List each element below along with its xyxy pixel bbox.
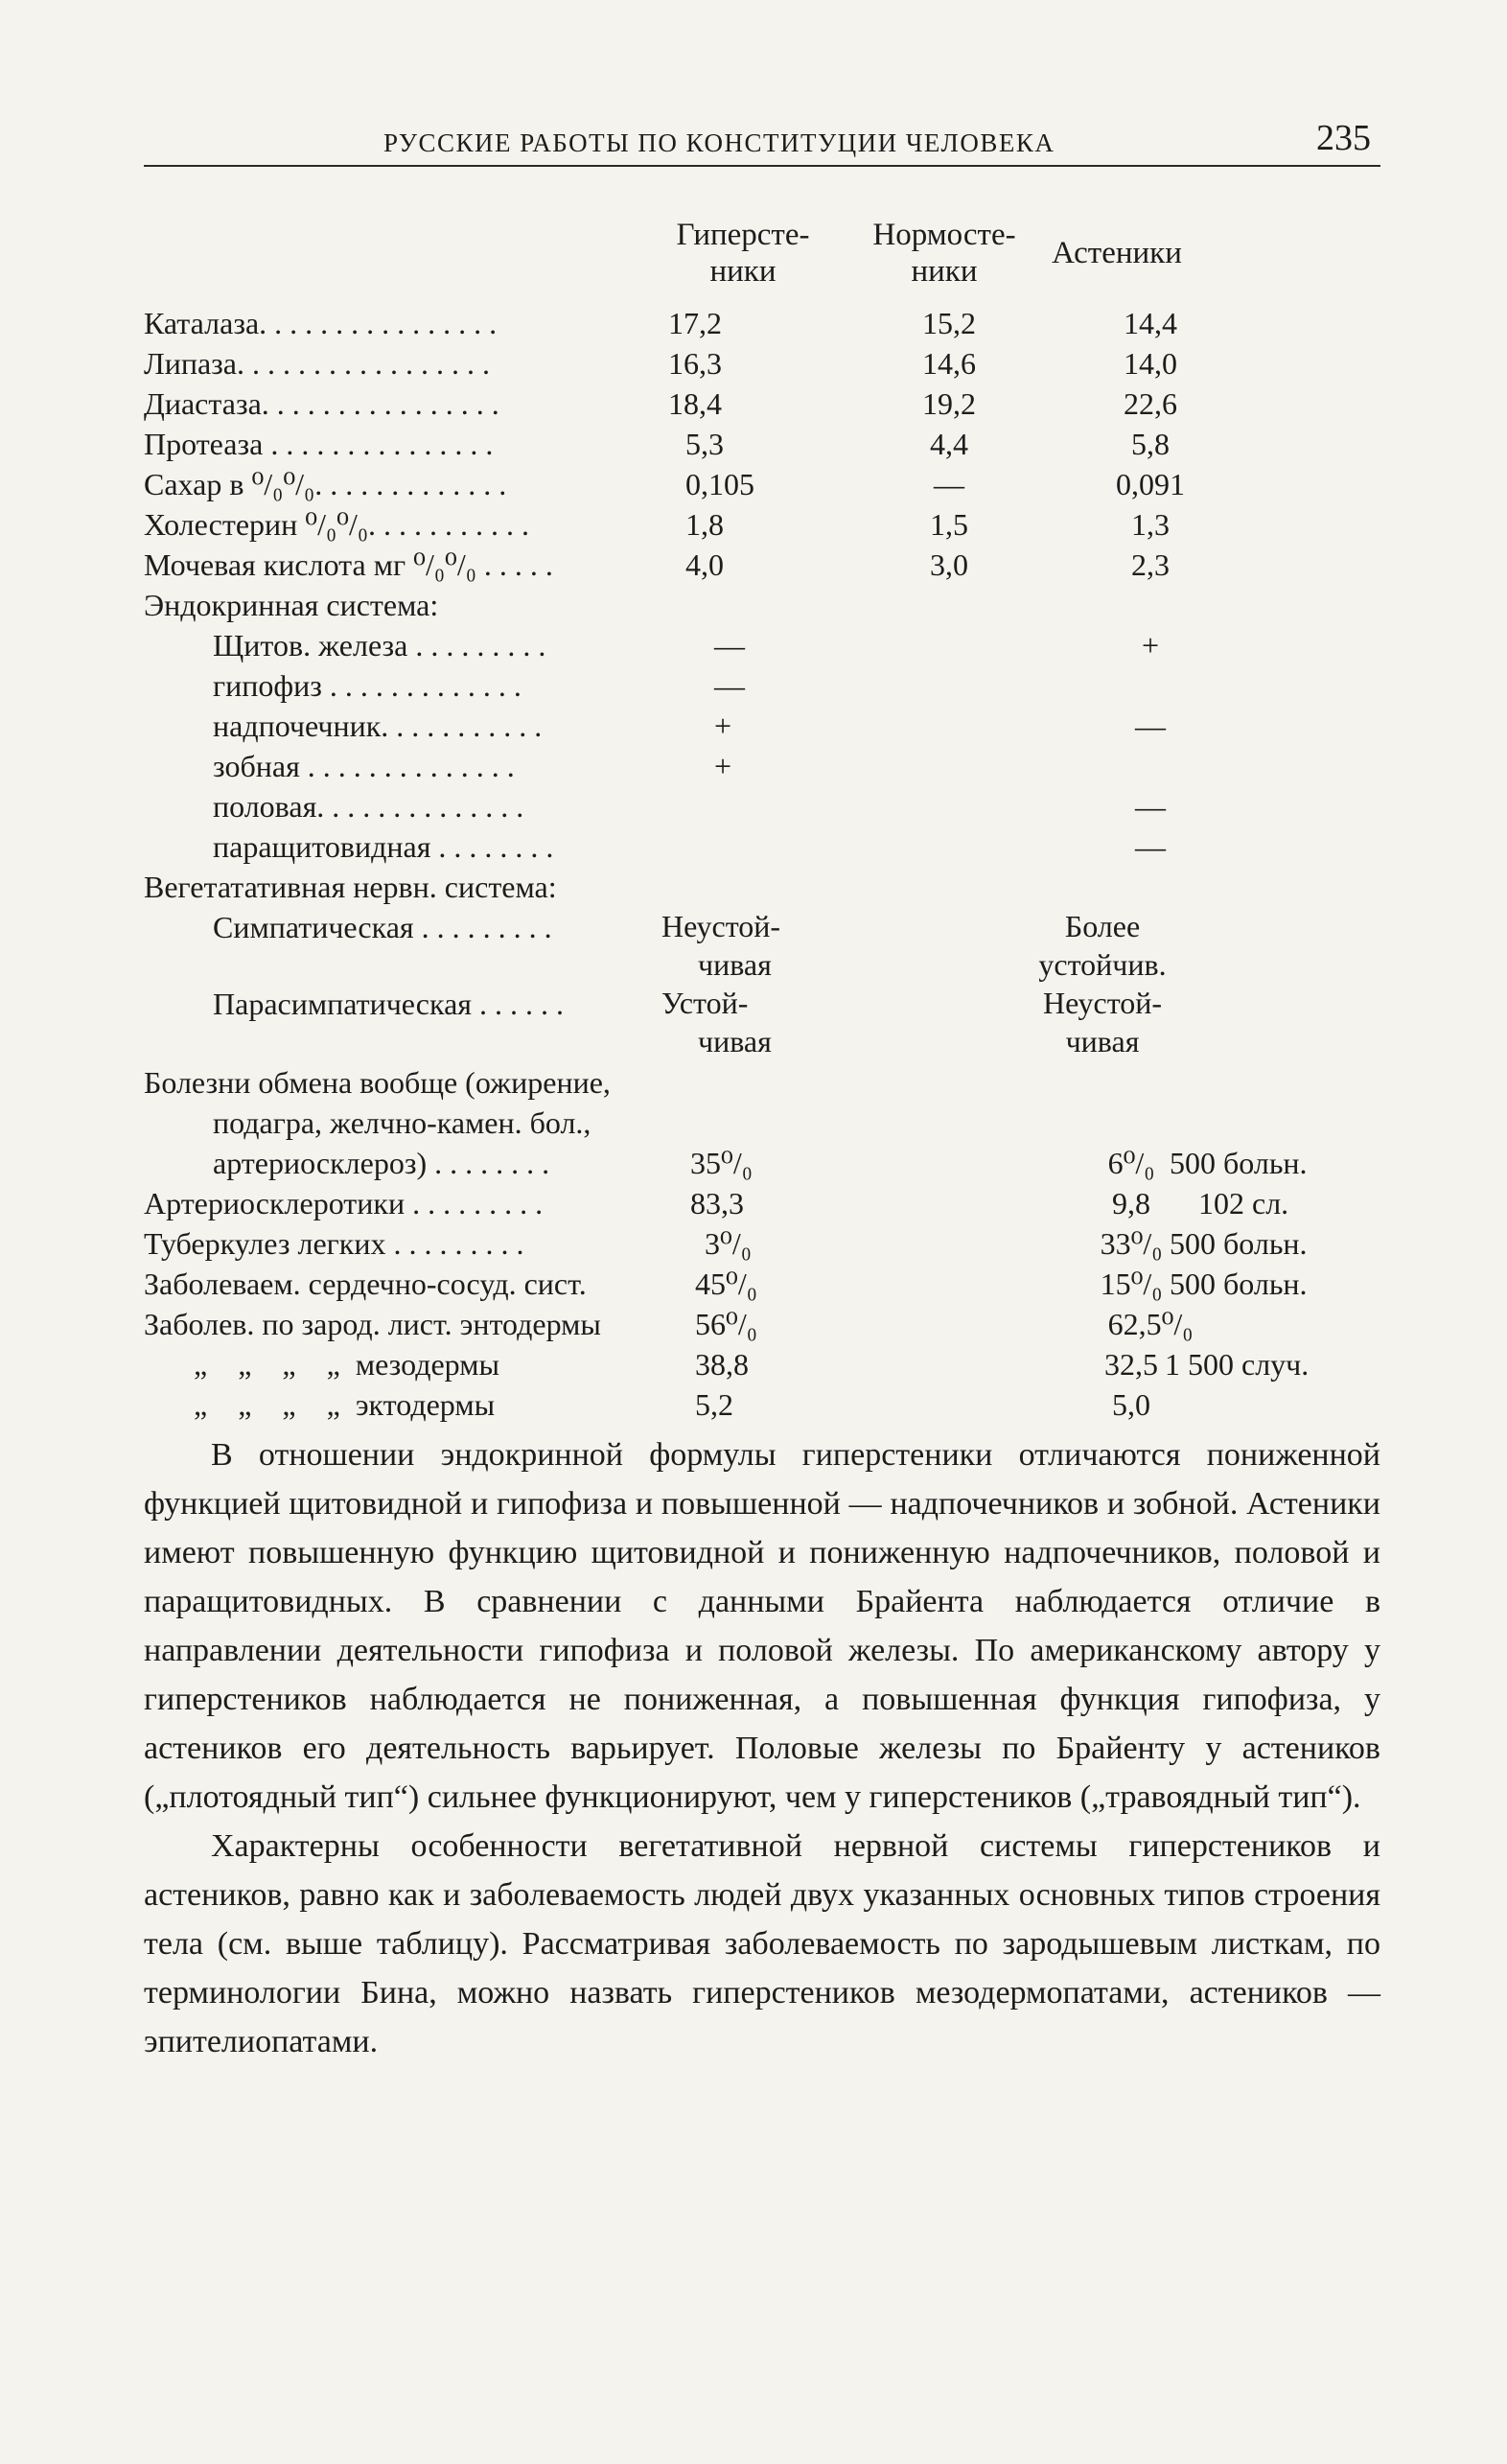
row-note: 1 500 случ.: [1165, 1347, 1310, 1382]
value-line: чивая: [698, 1024, 772, 1058]
table-row: [144, 786, 1361, 826]
column-header-text: Астеники: [1052, 236, 1182, 270]
value-hypersthenics: 38,8: [695, 1347, 749, 1382]
value-asthenics: —: [1135, 829, 1166, 864]
value-hypersthenics: 56⁰/₀: [695, 1307, 757, 1341]
table-row: [144, 1304, 1361, 1344]
row-label: Мочевая кислота мг ⁰/₀⁰/₀ . . . . .: [144, 547, 553, 582]
row-label: Артериосклеротики . . . . . . . . .: [144, 1186, 544, 1220]
row-label: Заболев. по зарод. лист. энтодермы: [144, 1307, 601, 1341]
table-row: [144, 343, 1361, 384]
section-heading-endocrine: [144, 585, 1361, 625]
row-note: 500 больн.: [1170, 1226, 1308, 1261]
value-asthenics: 1,3: [1131, 507, 1170, 542]
value-line: Устой-: [661, 986, 749, 1020]
row-label: „ „ „ „ мезодермы: [194, 1347, 499, 1382]
column-header-normosthenics: [853, 217, 1035, 290]
row-label: Симпатическая . . . . . . . . .: [213, 910, 552, 944]
value-hypersthenics: 1,8: [685, 507, 724, 542]
value-line: Неустой-: [1042, 986, 1163, 1020]
row-label: Холестерин ⁰/₀⁰/₀. . . . . . . . . . .: [144, 507, 530, 542]
table-row: [144, 746, 1361, 786]
section-title: Эндокринная система:: [144, 588, 439, 622]
table-row: [144, 1143, 1361, 1183]
value-hypersthenics: 18,4: [668, 386, 722, 421]
table-row: [144, 1384, 1361, 1425]
value-hypersthenics: 45⁰/₀: [695, 1267, 757, 1301]
row-label: надпочечник. . . . . . . . . . .: [213, 709, 543, 743]
row-label: Протеаза . . . . . . . . . . . . . . .: [144, 427, 494, 461]
value-normosthenics: —: [934, 467, 964, 501]
table-row: [144, 504, 1361, 545]
row-label: подагра, желчно-камен. бол.,: [213, 1105, 591, 1140]
value-asthenics: —: [1135, 709, 1166, 743]
parasympathetic-asthenics-value: [1016, 984, 1189, 1060]
value-normosthenics: 1,5: [930, 507, 968, 542]
row-label: Щитов. железа . . . . . . . . .: [213, 628, 546, 662]
row-label: Каталаза. . . . . . . . . . . . . . . .: [144, 306, 498, 340]
page-number: 235: [1316, 118, 1371, 158]
value-asthenics: 15⁰/₀: [1100, 1267, 1163, 1301]
running-title: РУССКИЕ РАБОТЫ ПО КОНСТИТУЦИИ ЧЕЛОВЕКА: [383, 128, 1055, 157]
table-row: [144, 1183, 1361, 1223]
column-header-asthenics: [1035, 235, 1198, 271]
row-label: Заболеваем. сердечно-сосуд. сист.: [144, 1267, 587, 1301]
row-note: 500 больн.: [1170, 1267, 1308, 1301]
value-asthenics: 62,5⁰/₀: [1107, 1307, 1194, 1341]
value-line: устойчив.: [1038, 947, 1167, 982]
value-asthenics: 0,091: [1116, 467, 1185, 501]
parasympathetic-hypersthenics-value: [661, 984, 824, 1060]
value-asthenics: 5,8: [1131, 427, 1170, 461]
value-hypersthenics: +: [714, 749, 732, 783]
table-row: [144, 1062, 1361, 1103]
value-normosthenics: 4,4: [930, 427, 968, 461]
value-hypersthenics: 0,105: [685, 467, 754, 501]
section-heading-vegetative: [144, 867, 1361, 907]
value-hypersthenics: 3⁰/₀: [705, 1226, 752, 1261]
table-row: [144, 706, 1361, 746]
column-header-text: Нормосте- ники: [872, 218, 1016, 289]
value-hypersthenics: 17,2: [668, 306, 722, 340]
value-asthenics: 5,0: [1112, 1387, 1150, 1422]
value-hypersthenics: —: [714, 628, 745, 662]
value-hypersthenics: 16,3: [668, 346, 722, 381]
value-line: чивая: [698, 947, 772, 982]
value-hypersthenics: 5,3: [685, 427, 724, 461]
value-asthenics: 6⁰/₀: [1107, 1146, 1155, 1180]
table-row: [144, 1223, 1361, 1264]
value-asthenics: 22,6: [1124, 386, 1177, 421]
row-label: Парасимпатическая . . . . . .: [213, 987, 564, 1021]
table-row: [144, 625, 1361, 665]
row-note: 500 больн.: [1170, 1146, 1308, 1180]
table-row: [144, 1344, 1361, 1384]
row-label: артериосклероз) . . . . . . . .: [213, 1146, 550, 1180]
column-header-hypersthenics: [661, 217, 824, 290]
row-label: Болезни обмена вообще (ожирение,: [144, 1065, 611, 1100]
running-head: [144, 113, 1380, 167]
table-row: [144, 1103, 1361, 1143]
row-label: Липаза. . . . . . . . . . . . . . . . .: [144, 346, 490, 381]
row-label: половая. . . . . . . . . . . . . .: [213, 789, 524, 824]
value-hypersthenics: +: [714, 709, 732, 743]
value-hypersthenics: 35⁰/₀: [690, 1146, 753, 1180]
value-line: Более: [1064, 909, 1141, 943]
value-asthenics: 33⁰/₀: [1100, 1226, 1163, 1261]
row-label: Сахар в ⁰/₀⁰/₀. . . . . . . . . . . . .: [144, 467, 507, 501]
value-normosthenics: 3,0: [930, 547, 968, 582]
row-note: 102 сл.: [1198, 1186, 1289, 1220]
value-asthenics: 14,4: [1124, 306, 1177, 340]
table-row: [144, 464, 1361, 504]
value-asthenics: 14,0: [1124, 346, 1177, 381]
row-label: гипофиз . . . . . . . . . . . . .: [213, 668, 522, 703]
value-line: чивая: [1065, 1024, 1140, 1058]
value-hypersthenics: 5,2: [695, 1387, 733, 1422]
value-asthenics: +: [1141, 628, 1160, 662]
table-row: [144, 665, 1361, 706]
paragraph: В отношении эндокринной формулы гиперстеники отличаются пониженной функцией щитовидной и гипофиза и повышенной — надпочечников и зобной. Астеники имеют повышенную функцию щитовидной и пониженную надпочечников, половой и паращитовидных. В сравнении с данными Брайента наблюдается отличие в направлении деятельности гипофиза и половой железы. По американскому автору у гиперстеников наблюдается не пониженная, а повышенная функция гипофиза, у астеников его деятельность варьирует. Половые железы по Брайенту у астеников („плотоядный тип“) сильнее функционируют, чем у гиперстеников („травоядный тип“).: [144, 1437, 1380, 1815]
sympathetic-asthenics-value: [1016, 907, 1189, 984]
value-asthenics: 32,5: [1104, 1347, 1158, 1382]
table-row: [144, 545, 1361, 585]
row-label: „ „ „ „ эктодермы: [194, 1387, 496, 1422]
row-label: Диастаза. . . . . . . . . . . . . . . .: [144, 386, 499, 421]
row-label: паращитовидная . . . . . . . .: [213, 829, 554, 864]
paragraph: Характерны особенности вегетативной нервной системы гиперстеников и астеников, равно как и заболеваемость людей двух указанных основных типов строения тела (см. выше таблицу). Рассматривая заболеваемость по зародышевым листкам, по терминологии Бина, можно назвать гиперстеников мезодермопатами, астеников — эпителиопатами.: [144, 1828, 1380, 2059]
table-row: [144, 424, 1361, 464]
value-asthenics: —: [1135, 789, 1166, 824]
value-normosthenics: 15,2: [922, 306, 976, 340]
table-row: [144, 384, 1361, 424]
value-asthenics: 2,3: [1131, 547, 1170, 582]
value-hypersthenics: —: [714, 668, 745, 703]
value-line: Неустой-: [661, 909, 781, 943]
row-label: Туберкулез легких . . . . . . . . .: [144, 1226, 524, 1261]
value-normosthenics: 19,2: [922, 386, 976, 421]
table-row: [144, 303, 1361, 343]
table-row: [144, 826, 1361, 867]
section-title: Вегетатативная нервн. система:: [144, 870, 557, 904]
value-asthenics: 9,8: [1112, 1186, 1150, 1220]
column-header-text: Гиперсте- ники: [676, 218, 810, 289]
sympathetic-hypersthenics-value: [661, 907, 824, 984]
table-row: [144, 1264, 1361, 1304]
value-normosthenics: 14,6: [922, 346, 976, 381]
value-hypersthenics: 83,3: [690, 1186, 744, 1220]
row-label: зобная . . . . . . . . . . . . . .: [213, 749, 515, 783]
value-hypersthenics: 4,0: [685, 547, 724, 582]
body-text: [144, 1430, 1380, 2066]
